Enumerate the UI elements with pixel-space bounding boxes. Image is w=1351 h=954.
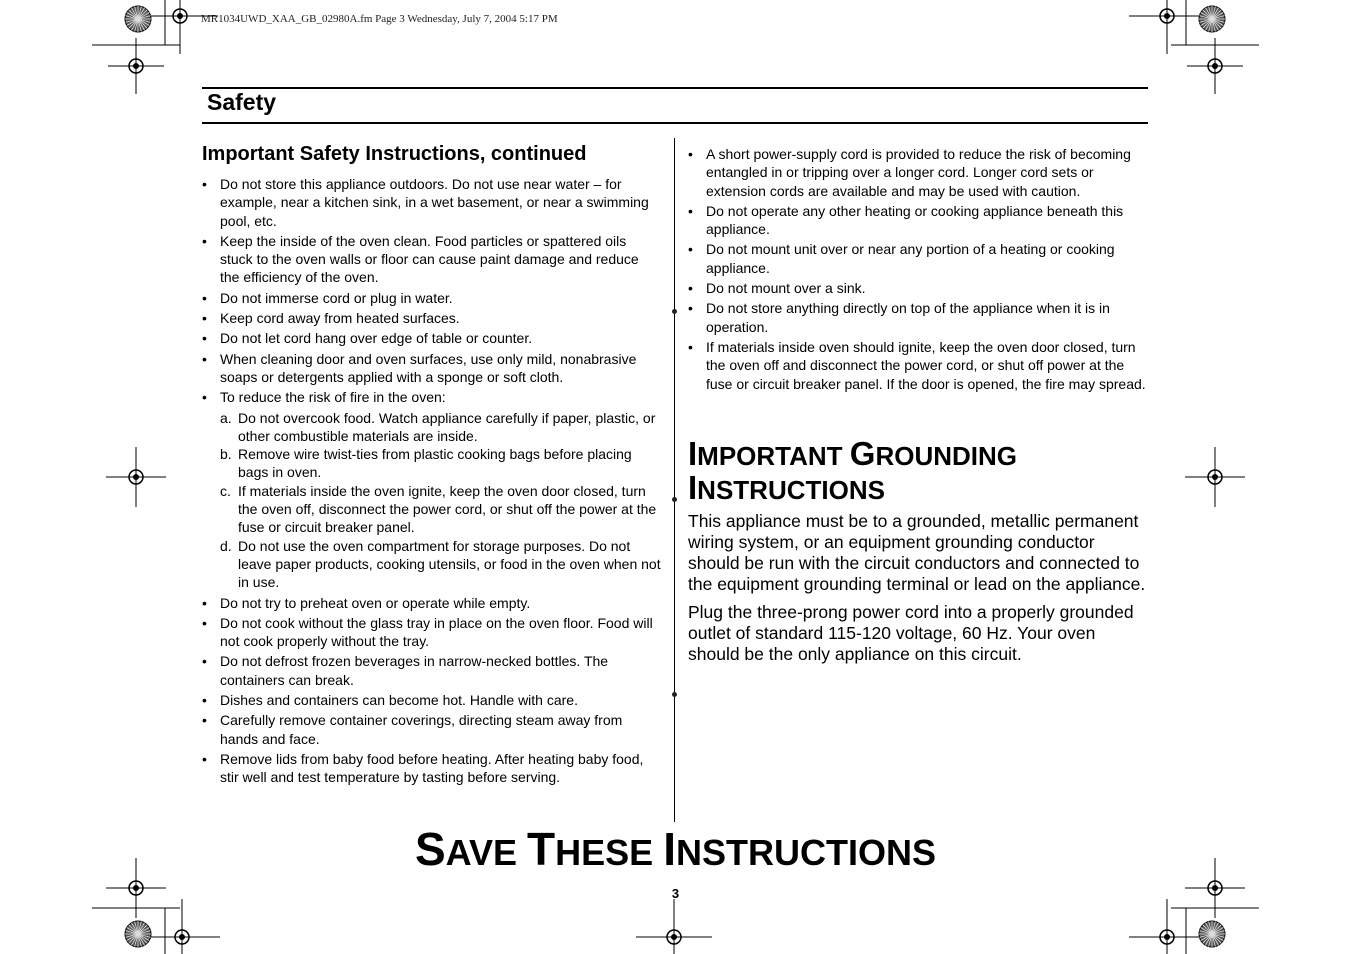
bullet-text: Do not immerse cord or plug in water.: [220, 289, 453, 306]
starburst-ray: [132, 19, 139, 30]
bullet-glyph: •: [202, 594, 207, 611]
bullet-glyph: •: [202, 350, 207, 367]
bullet-text: Keep cord away from heated surfaces.: [220, 310, 460, 327]
starburst-ray: [138, 10, 147, 19]
header-bottom-rule: [202, 122, 1148, 124]
starburst-ray: [138, 19, 149, 26]
bullet-text: Do not try to preheat oven or operate while empty.: [220, 594, 531, 611]
starburst-ray: [138, 19, 151, 22]
page-number: 3: [671, 886, 680, 901]
heading-word: [663, 823, 936, 875]
starburst-ray: [138, 928, 149, 935]
bullet-glyph: •: [688, 338, 693, 355]
starburst-ray: [1212, 931, 1225, 934]
heading-rest: NSTRUCTIONS: [676, 832, 936, 873]
bullet-text: Do not store anything directly on top of the appliance when it is in operation.: [706, 300, 1110, 335]
starburst-ray: [1199, 16, 1212, 19]
crosshair-center: [671, 934, 677, 940]
subitem-text: If materials inside the oven ignite, keep the oven door closed, turn the oven off, disconnect the power cord, or shut off the power at the fuse or circuit breaker panel.: [238, 482, 657, 536]
starburst-disc: [1199, 921, 1225, 947]
starburst-ray: [1199, 19, 1212, 22]
divider-dot: [672, 309, 677, 314]
starburst-ray: [127, 928, 138, 935]
starburst-ray: [129, 925, 138, 934]
subitem-letter: a.: [220, 409, 232, 426]
left-bullet-list-continued: [202, 594, 662, 787]
starburst-ray: [138, 934, 149, 941]
crosshair-ring: [173, 9, 187, 23]
starburst-ray: [1212, 13, 1223, 20]
heading-rest: ROUNDING: [875, 441, 1018, 471]
bullet-glyph: •: [202, 692, 207, 709]
crosshair-ring: [1160, 9, 1174, 23]
right-column: [688, 145, 1148, 395]
bullet-glyph: •: [202, 310, 207, 327]
heading-capital: I: [663, 823, 676, 875]
bullet-text: Keep the inside of the oven clean. Food particles or spattered oils stuck to the oven walls or floor can cause paint damage and reduce the efficiency of the oven.: [220, 232, 639, 286]
bullet-glyph: •: [202, 614, 207, 631]
bullet-glyph: •: [202, 389, 207, 406]
bullet-text: When cleaning door and oven surfaces, use only mild, nonabrasive soaps or detergents applied with a sponge or soft cloth.: [220, 350, 637, 385]
crosshair-center: [179, 934, 185, 940]
bullet-item: [202, 711, 662, 748]
bullet-item: [202, 614, 662, 651]
starburst-ray: [1212, 19, 1223, 26]
starburst-ray: [138, 6, 141, 19]
bullet-text: Do not operate any other heating or cooking appliance beneath this appliance.: [706, 202, 1124, 238]
crosshair-ring: [129, 59, 143, 73]
starburst-ray: [138, 934, 145, 945]
starburst-ray: [132, 923, 139, 934]
starburst-ray: [1212, 6, 1215, 19]
crosshair-center: [1212, 63, 1218, 69]
starburst-ray: [1203, 925, 1212, 934]
starburst-ray: [1212, 16, 1225, 19]
left-bullet-list: [202, 175, 662, 407]
bullet-glyph: •: [202, 653, 207, 670]
starburst-ray: [1212, 19, 1215, 32]
starburst-ray: [129, 934, 138, 943]
bullet-text: Do not cook without the glass tray in place on the oven floor. Food will not cook properly without the tray.: [220, 614, 653, 650]
bullet-text: Carefully remove container coverings, directing steam away from hands and face.: [220, 712, 623, 747]
starburst-ray: [1199, 931, 1212, 934]
starburst-ray: [138, 16, 151, 19]
bullet-item: [202, 388, 662, 406]
bullet-glyph: •: [202, 176, 207, 192]
starburst-ray: [129, 10, 138, 19]
grounding-heading-line1: [688, 435, 1018, 472]
starburst-ray: [1212, 934, 1221, 943]
crosshair-ring: [1160, 930, 1174, 944]
bullet-item: [688, 202, 1148, 239]
crosshair-ring: [1208, 470, 1222, 484]
heading-capital: I: [688, 469, 698, 506]
crosshair-ring: [175, 930, 189, 944]
starburst-ray: [1206, 923, 1213, 934]
bullet-glyph: •: [202, 289, 207, 306]
starburst-ray: [127, 934, 138, 941]
heading-rest: NSTRUCTIONS: [697, 475, 885, 505]
bullet-glyph: •: [688, 202, 693, 219]
crosshair-center: [133, 63, 139, 69]
starburst-ray: [1203, 934, 1212, 943]
subitem-text: Do not overcook food. Watch appliance carefully if paper, plastic, or other combustible materials are inside.: [238, 409, 656, 444]
starburst-ray: [127, 19, 138, 26]
starburst-ray: [1201, 934, 1212, 941]
bullet-text: Do not mount unit over or near any portion of a heating or cooking appliance.: [706, 241, 1115, 276]
starburst-ray: [1212, 8, 1219, 19]
bullet-item: [202, 652, 662, 689]
starburst-ray: [138, 934, 141, 947]
section-title: Safety: [207, 89, 277, 115]
starburst-ray: [1212, 923, 1219, 934]
starburst-ray: [1209, 921, 1212, 934]
starburst-ray: [1212, 934, 1219, 945]
starburst-ray: [1212, 925, 1221, 934]
bullet-item: [202, 309, 662, 327]
starburst-ray: [1212, 921, 1215, 934]
bullet-item: [202, 175, 662, 230]
starburst-disc: [125, 6, 151, 32]
starburst-ray: [135, 921, 138, 934]
crosshair-center: [133, 474, 139, 480]
fire-risk-sublist: [202, 409, 662, 592]
bullet-text: Remove lids from baby food before heating. After heating baby food, stir well and test temperature by tasting before serving.: [220, 750, 644, 786]
divider-dot: [672, 497, 677, 502]
heading-capital: I: [688, 435, 698, 472]
starburst-ray: [125, 19, 138, 22]
subitem-letter: b.: [220, 446, 232, 463]
starburst-ray: [138, 934, 147, 943]
safety-subheading: Important Safety Instructions, continued: [202, 143, 587, 165]
bullet-glyph: •: [202, 330, 207, 347]
fire-subitem: [220, 445, 662, 482]
starburst-disc: [125, 921, 151, 947]
starburst-ray: [1212, 934, 1225, 937]
starburst-ray: [1206, 19, 1213, 30]
bullet-glyph: •: [202, 712, 207, 729]
starburst-ray: [132, 934, 139, 945]
crosshair-center: [1212, 474, 1218, 480]
save-instructions-heading: [0, 822, 1351, 876]
starburst-ray: [138, 19, 141, 32]
heading-capital: S: [414, 823, 446, 875]
starburst-ray: [127, 13, 138, 20]
starburst-ray: [1203, 10, 1212, 19]
bullet-item: [688, 338, 1148, 393]
starburst-ray: [1206, 934, 1213, 945]
fire-subitem: [220, 482, 662, 537]
grounding-paragraph-2: Plug the three-prong power cord into a properly grounded outlet of standard 115-120 voltage, 60 Hz. Your oven should be the only appliance on this circuit.: [688, 602, 1134, 664]
starburst-ray: [1199, 934, 1212, 937]
bullet-item: [688, 279, 1148, 297]
fire-subitem: [220, 409, 662, 446]
heading-word: [527, 823, 654, 875]
crosshair-ring: [129, 470, 143, 484]
heading-capital: T: [527, 823, 556, 875]
starburst-ray: [1201, 928, 1212, 935]
grounding-heading-line2: [688, 469, 1017, 506]
subitem-text: Remove wire twist-ties from plastic cooking bags before placing bags in oven.: [238, 446, 632, 481]
starburst-ray: [132, 8, 139, 19]
starburst-ray: [138, 925, 147, 934]
bullet-text: Do not defrost frozen beverages in narrow-necked bottles. The containers can break.: [220, 653, 609, 688]
bullet-text: Do not mount over a sink.: [706, 280, 866, 297]
crosshair-center: [177, 13, 183, 19]
bullet-glyph: •: [202, 750, 207, 767]
bullet-glyph: •: [688, 241, 693, 258]
bullet-glyph: •: [202, 232, 207, 249]
bullet-glyph: •: [688, 300, 693, 317]
subitem-text: Do not use the oven compartment for storage purposes. Do not leave paper products, cooking utensils, or food in the oven when not in use.: [238, 537, 661, 591]
heading-word: [688, 435, 843, 472]
bullet-text: To reduce the risk of fire in the oven:: [220, 389, 446, 406]
grounding-heading: [688, 435, 1018, 506]
bullet-item: [688, 240, 1148, 277]
bullet-item: [202, 750, 662, 787]
starburst-ray: [1209, 934, 1212, 947]
right-bullet-list: [688, 145, 1148, 393]
heading-word: [849, 435, 1018, 472]
bullet-glyph: •: [688, 146, 693, 162]
heading-rest: HESE: [555, 832, 654, 873]
starburst-ray: [138, 931, 151, 934]
subitem-letter: c.: [220, 482, 231, 499]
heading-word: [688, 469, 885, 506]
bullet-text: Do not store this appliance outdoors. Do not use near water – for example, near a kitchen sink, in a wet basement, or near a swimming pool, etc.: [220, 176, 649, 229]
starburst-ray: [1206, 8, 1213, 19]
bullet-item: [688, 145, 1148, 200]
starburst-ray: [129, 19, 138, 28]
bullet-text: A short power-supply cord is provided to reduce the risk of becoming entangled in or tripping over a longer cord. Longer cord sets or extension cords are available and may be used with caution.: [706, 146, 1131, 199]
bullet-item: [688, 299, 1148, 336]
starburst-ray: [1212, 928, 1223, 935]
starburst-ray: [1201, 19, 1212, 26]
bullet-text: Dishes and containers can become hot. Handle with care.: [220, 692, 578, 709]
starburst-ray: [1212, 934, 1223, 941]
bullet-text: Do not let cord hang over edge of table or counter.: [220, 330, 533, 347]
starburst-ray: [138, 19, 147, 28]
starburst-ray: [1212, 19, 1225, 22]
bullet-item: [202, 289, 662, 307]
heading-word: [414, 823, 518, 875]
grounding-paragraph-1: This appliance must be to a grounded, metallic permanent wiring system, or an equipment grounding conductor should be run with the circuit conductors and connected to the equipment grounding terminal or lead on the appliance.: [688, 511, 1146, 594]
bullet-text: If materials inside oven should ignite, keep the oven door closed, turn the oven off and disconnect the power cord, or shut off power at the fuse or circuit breaker panel. If the door is opened, the fire may spread.: [706, 338, 1146, 392]
bullet-item: [202, 329, 662, 347]
column-divider: [674, 138, 675, 822]
starburst-ray: [125, 16, 138, 19]
starburst-ray: [125, 934, 138, 937]
crosshair-center: [1164, 934, 1170, 940]
starburst-ray: [138, 8, 145, 19]
subitem-letter: d.: [220, 537, 232, 554]
crosshair-ring: [1208, 59, 1222, 73]
starburst-ray: [125, 931, 138, 934]
bullet-item: [202, 350, 662, 387]
starburst-ray: [1212, 19, 1221, 28]
fire-subitem: [220, 537, 662, 592]
bullet-glyph: •: [688, 280, 693, 297]
starburst-disc: [1199, 6, 1225, 32]
left-column: [202, 175, 662, 789]
starburst-ray: [135, 19, 138, 32]
starburst-ray: [1212, 19, 1219, 30]
starburst-ray: [138, 934, 151, 937]
starburst-ray: [135, 6, 138, 19]
bullet-item: [202, 691, 662, 709]
heading-rest: MPORTANT: [697, 441, 843, 471]
heading-capital: G: [849, 435, 876, 472]
starburst-ray: [1201, 13, 1212, 20]
starburst-ray: [138, 13, 149, 20]
starburst-ray: [138, 921, 141, 934]
starburst-ray: [135, 934, 138, 947]
bullet-item: [202, 594, 662, 612]
print-file-info: MR1034UWD_XAA_GB_02980A.fm Page 3 Wednesday, July 7, 2004 5:17 PM: [201, 13, 558, 25]
starburst-ray: [1203, 19, 1212, 28]
header-top-rule: [202, 87, 1148, 89]
heading-rest: AVE: [445, 832, 518, 873]
starburst-ray: [1212, 10, 1221, 19]
starburst-ray: [1212, 934, 1215, 947]
crosshair-center: [1164, 13, 1170, 19]
starburst-ray: [1209, 19, 1212, 32]
starburst-ray: [1209, 6, 1212, 19]
bullet-item: [202, 232, 662, 287]
starburst-ray: [138, 19, 145, 30]
starburst-ray: [138, 923, 145, 934]
crosshair-ring: [667, 930, 681, 944]
divider-dot: [672, 692, 677, 697]
